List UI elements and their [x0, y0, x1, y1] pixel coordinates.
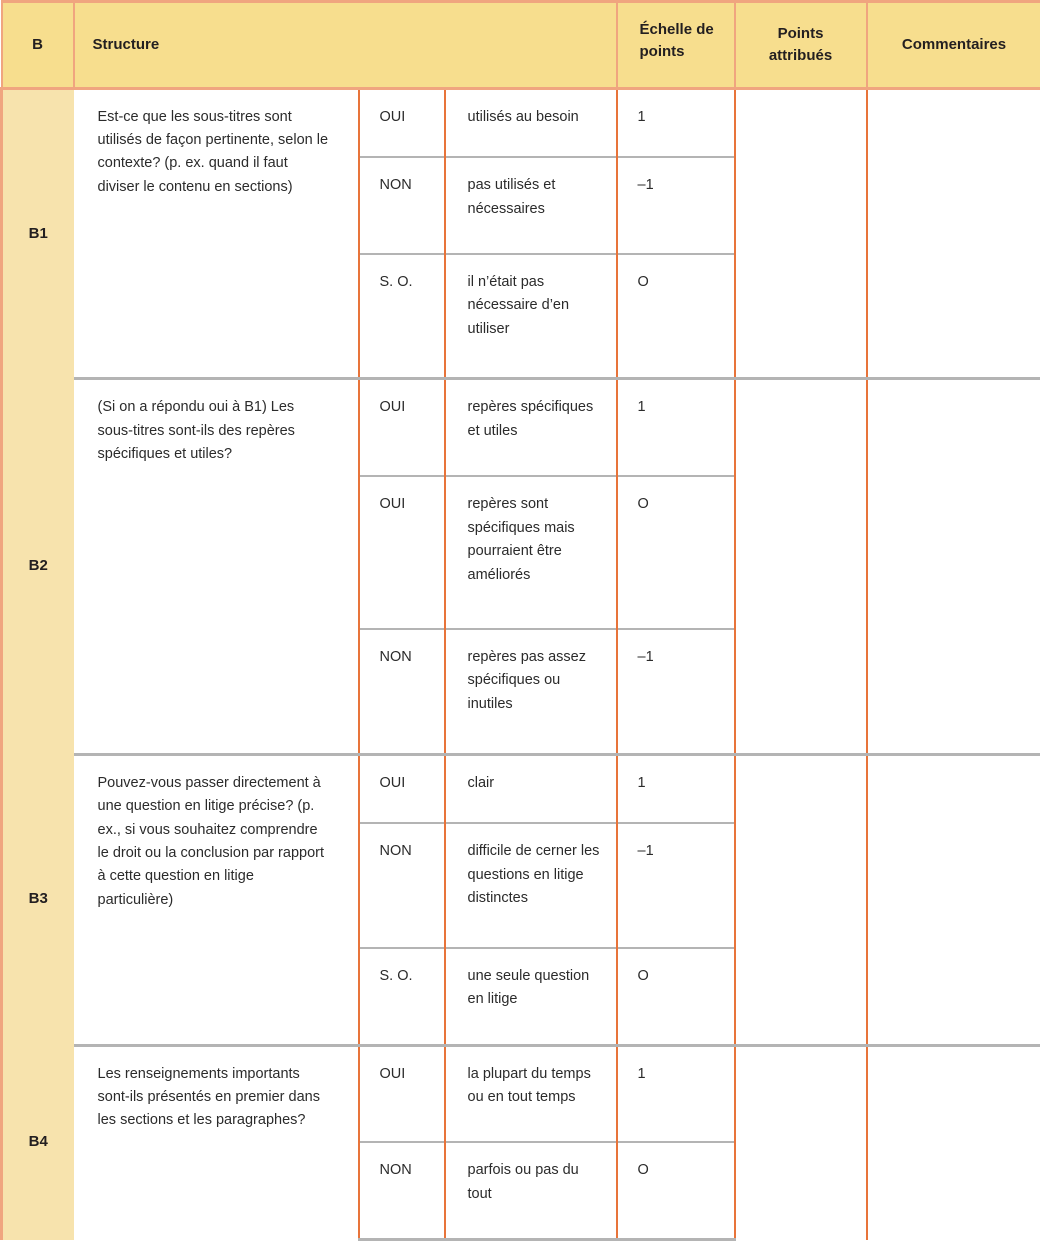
answer-option: OUI [359, 754, 445, 823]
point-scale-value: 1 [617, 88, 735, 157]
answer-option: NON [359, 629, 445, 754]
column-header-points-awarded: Points attribués [735, 2, 867, 89]
comments-field[interactable] [867, 1045, 1040, 1239]
point-scale-value: –1 [617, 629, 735, 754]
answer-option: OUI [359, 379, 445, 476]
answer-option: NON [359, 823, 445, 948]
column-header-scale: Échelle de points [617, 2, 735, 89]
answer-description: repères spécifiques et utiles [445, 379, 617, 476]
criterion-question-b2: (Si on a répondu oui à B1) Les sous-titres sont-ils des repères spécifiques et utiles? [74, 379, 359, 754]
column-header-structure: Structure [74, 2, 617, 89]
table-row [2, 88, 1040, 157]
criterion-code-b2: B2 [2, 379, 74, 754]
answer-description: la plupart du temps ou en tout temps [445, 1045, 617, 1142]
answer-description: repères pas assez spécifiques ou inutiles [445, 629, 617, 754]
point-scale-value: –1 [617, 823, 735, 948]
points-awarded-field[interactable] [735, 754, 867, 1045]
answer-description: pas utilisés et nécessaires [445, 157, 617, 254]
answer-option: OUI [359, 88, 445, 157]
criterion-code-b1: B1 [2, 88, 74, 379]
table-body [2, 2, 1040, 1240]
comments-field[interactable] [867, 88, 1040, 379]
answer-option: OUI [359, 1045, 445, 1142]
comments-field[interactable] [867, 754, 1040, 1045]
criterion-question-b1: Est-ce que les sous-titres sont utilisés de façon pertinente, selon le contexte? (p. ex. quand il faut diviser le contenu en sections) [74, 88, 359, 379]
points-awarded-field[interactable] [735, 1045, 867, 1239]
answer-option: NON [359, 157, 445, 254]
column-header-comments: Commentaires [867, 2, 1040, 89]
criterion-code-b4: B4 [2, 1045, 74, 1239]
criterion-question-b3: Pouvez-vous passer directement à une question en litige précise? (p. ex., si vous souhaitez comprendre le droit ou la conclusion par rapport à cette question en litige particulière) [74, 754, 359, 1045]
point-scale-value: 1 [617, 754, 735, 823]
points-awarded-field[interactable] [735, 88, 867, 379]
answer-description: difficile de cerner les questions en litige distinctes [445, 823, 617, 948]
answer-option: S. O. [359, 254, 445, 379]
point-scale-value: O [617, 948, 735, 1045]
point-scale-value: 1 [617, 1045, 735, 1142]
column-header-code: B [2, 2, 74, 89]
criterion-question-b4: Les renseignements importants sont-ils présentés en premier dans les sections et les paragraphes? [74, 1045, 359, 1239]
table-row [2, 379, 1040, 476]
answer-description: utilisés au besoin [445, 88, 617, 157]
answer-option: NON [359, 1142, 445, 1239]
answer-option: S. O. [359, 948, 445, 1045]
answer-description: parfois ou pas du tout [445, 1142, 617, 1239]
answer-description: il n’était pas nécessaire d’en utiliser [445, 254, 617, 379]
criterion-code-b3: B3 [2, 754, 74, 1045]
point-scale-value: O [617, 254, 735, 379]
answer-description: clair [445, 754, 617, 823]
answer-description: une seule question en litige [445, 948, 617, 1045]
table-row [2, 1045, 1040, 1142]
table-row [2, 754, 1040, 823]
point-scale-value: 1 [617, 379, 735, 476]
answer-description: repères sont spécifiques mais pourraient être améliorés [445, 476, 617, 629]
answer-option: OUI [359, 476, 445, 629]
point-scale-value: O [617, 476, 735, 629]
points-awarded-field[interactable] [735, 379, 867, 754]
point-scale-value: –1 [617, 157, 735, 254]
table-header-row [2, 2, 1040, 89]
comments-field[interactable] [867, 379, 1040, 754]
point-scale-value: O [617, 1142, 735, 1239]
